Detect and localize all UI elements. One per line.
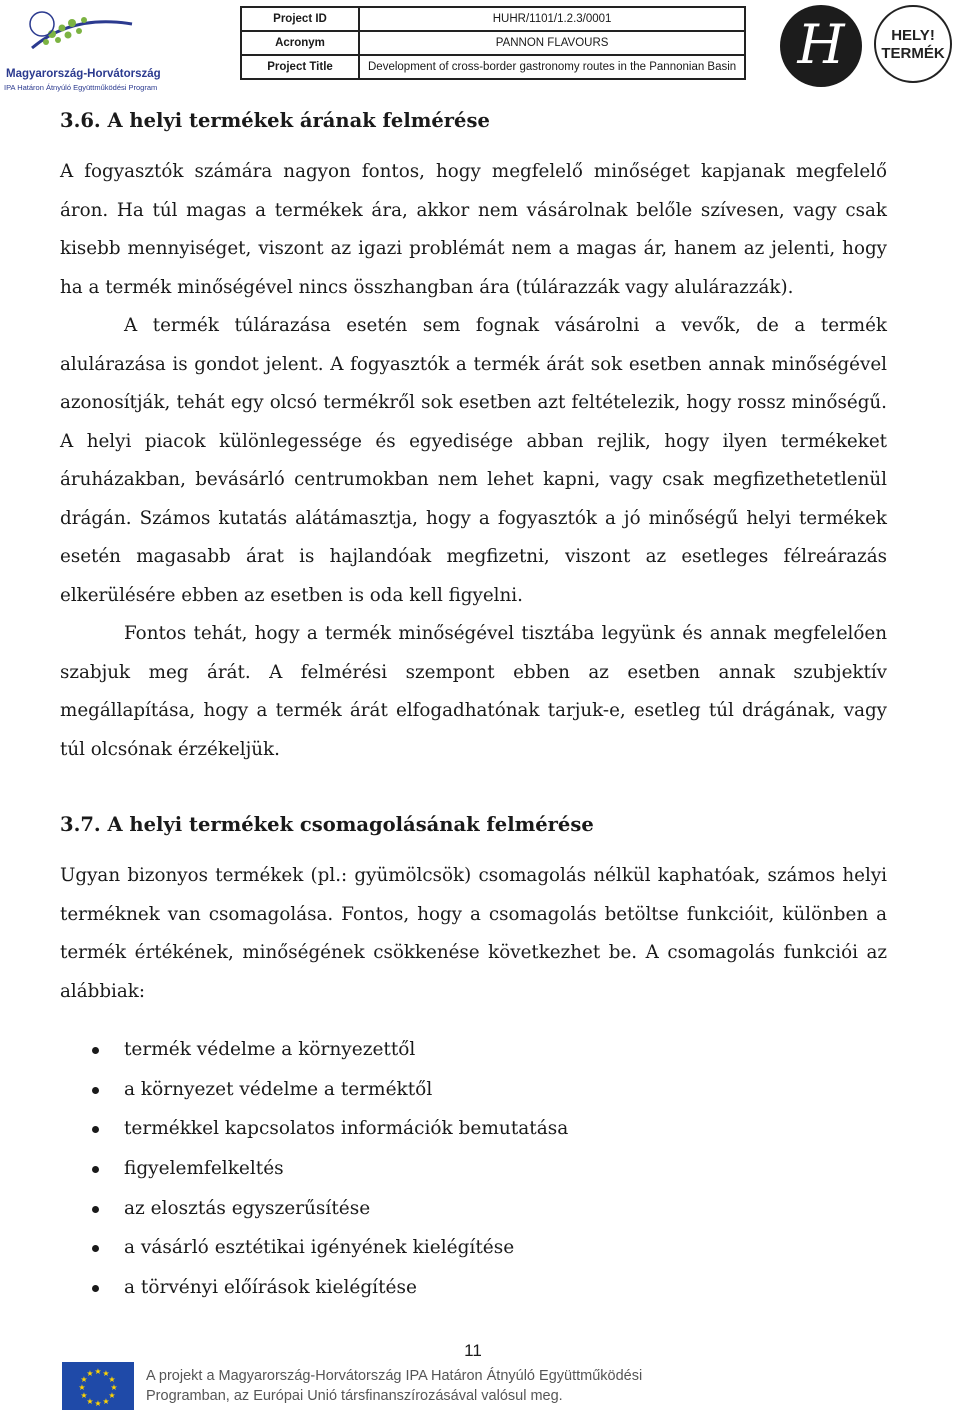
acronym-value: PANNON FLAVOURS (359, 31, 745, 55)
list-item-text: termékkel kapcsolatos információk bemutatása (124, 1118, 569, 1140)
project-id-value: HUHR/1101/1.2.3/0001 (359, 7, 745, 31)
page-footer (62, 1362, 682, 1410)
programme-logo-title: Magyarország-Horvátország (6, 68, 161, 80)
project-info-table (240, 6, 746, 80)
project-title-value: Development of cross-border gastronomy routes in the Pannonian Basin (359, 55, 745, 79)
project-title-label: Project Title (241, 55, 359, 79)
list-item (60, 1030, 887, 1070)
bullet-icon (92, 1166, 99, 1173)
section-3-6-paragraph-1: A fogyasztók számára nagyon fontos, hogy megfelelő minőséget kapjanak megfelelő áron. Ha túl magas a termékek ára, akkor nem vásárolnak belőle szívesen, vagy csak kisebb mennyiséget, viszont az igazi problémát nem a magas ár, hanem az jelenti, hogy ha a termék minőségével nincs összhangban ára (túlárazzák vagy alulárazzák). (60, 161, 887, 298)
list-item-text: a törvényi előírások kielégítése (124, 1277, 417, 1299)
section-3-6-paragraph-3: Fontos tehát, hogy a termék minőségével tisztába legyünk és annak megfelelően szabjuk meg árát. A felmérési szempont ebben az esetben annak szubjektív megállapítása, hogy a termék árát elfogadhatónak tarjuk-e, esetleg túl drágának, vagy túl olcsónak érzékeljük. (60, 623, 887, 760)
h-logo (780, 5, 862, 87)
section-3-6-paragraph-2: A termék túlárazása esetén sem fognak vásárolni a vevők, de a termék alulárazása is gondot jelent. A fogyasztók a termék árát sok esetben annak minőségével azonosítják, tehát egy olcsó termékről sok esetben azt feltételezik, hogy rossz minőségű. A helyi piacok különlegessége és egyedisége abban rejlik, hogy ilyen termékeket áruházakban, bevásárló centrumokban nem lehet kapni, vagy csak megfizethetetlenül drágán. Számos kutatás alátámasztja, hogy a fogyasztók a jó minőségű helyi termékek esetén magasabb árat is hajlandóak megfizetni, viszont az esetleges félreárazás elkerülésére ebben az esetben is oda kell figyelni. (60, 315, 887, 606)
list-item-text: a vásárló esztétikai igényének kielégítése (124, 1237, 515, 1259)
footer-line-2: Programban, az Európai Unió társfinanszírozásával valósul meg. (146, 1388, 563, 1404)
svg-text:★: ★ (108, 1391, 116, 1400)
list-item-text: az elosztás egyszerűsítése (124, 1197, 371, 1219)
acronym-label: Acronym (241, 31, 359, 55)
acronym-row (241, 31, 745, 55)
project-id-label: Project ID (241, 7, 359, 31)
section-3-7-paragraph: Ugyan bizonyos termékek (pl.: gyümölcsök) csomagolás nélkül kaphatóak, számos helyi terméknek van csomagolása. Fontos, hogy a csomagolás betöltse funkcióit, különben a termék értékének, minőségének csökkenése következhet be. A csomagolás funkciói az alábbiak: (60, 865, 887, 1002)
list-item (60, 1228, 887, 1268)
list-item (60, 1268, 887, 1308)
svg-text:★: ★ (94, 1399, 102, 1408)
svg-text:★: ★ (86, 1397, 94, 1406)
list-item-text: figyelemfelkeltés (124, 1158, 284, 1180)
list-item-text: termék védelme a környezettől (124, 1039, 416, 1060)
bullet-icon (92, 1245, 99, 1252)
svg-text:★: ★ (102, 1369, 110, 1378)
bullet-icon (92, 1206, 99, 1213)
page-number: 11 (464, 1341, 482, 1360)
footer-line-1: A projekt a Magyarország-Horvátország IPA Határon Átnyúló Együttműködési (146, 1368, 643, 1384)
bullet-icon (92, 1126, 99, 1133)
eu-stars-icon (62, 1362, 134, 1410)
svg-text:★: ★ (94, 1367, 102, 1376)
project-title-row (241, 55, 745, 79)
bullet-icon (92, 1087, 99, 1094)
svg-text:★: ★ (86, 1369, 94, 1378)
bullet-icon (92, 1047, 99, 1054)
section-3-7-heading: 3.7. A helyi termékek csomagolásának felmérése (60, 813, 594, 836)
programme-logo-subtitle: IPA Határon Átnyúló Együttműködési Program (4, 83, 158, 92)
bullet-icon (92, 1285, 99, 1292)
svg-text:★: ★ (80, 1391, 88, 1400)
list-item-text: a környezet védelme a terméktől (124, 1078, 433, 1100)
footer-funding-text (146, 1366, 642, 1406)
h-logo-letter: H (797, 13, 845, 76)
svg-text:★: ★ (110, 1383, 118, 1392)
svg-text:★: ★ (80, 1375, 88, 1384)
project-id-row (241, 7, 745, 31)
page-header (0, 0, 960, 96)
list-item (60, 1189, 887, 1229)
svg-text:★: ★ (78, 1383, 86, 1392)
programme-logo (2, 4, 162, 92)
packaging-functions-list (60, 1030, 887, 1308)
eu-flag-icon (62, 1362, 134, 1410)
svg-text:★: ★ (102, 1397, 110, 1406)
list-item (60, 1070, 887, 1110)
helyi-termek-logo (874, 5, 952, 83)
list-item (60, 1149, 887, 1189)
list-item (60, 1109, 887, 1149)
section-3-6-heading: 3.6. A helyi termékek árának felmérése (60, 109, 490, 132)
svg-text:★: ★ (108, 1375, 116, 1384)
helyi-logo-line2: TERMÉK (881, 45, 945, 62)
helyi-logo-line1: HELY! (891, 27, 935, 44)
programme-logo-graphic (22, 4, 142, 66)
